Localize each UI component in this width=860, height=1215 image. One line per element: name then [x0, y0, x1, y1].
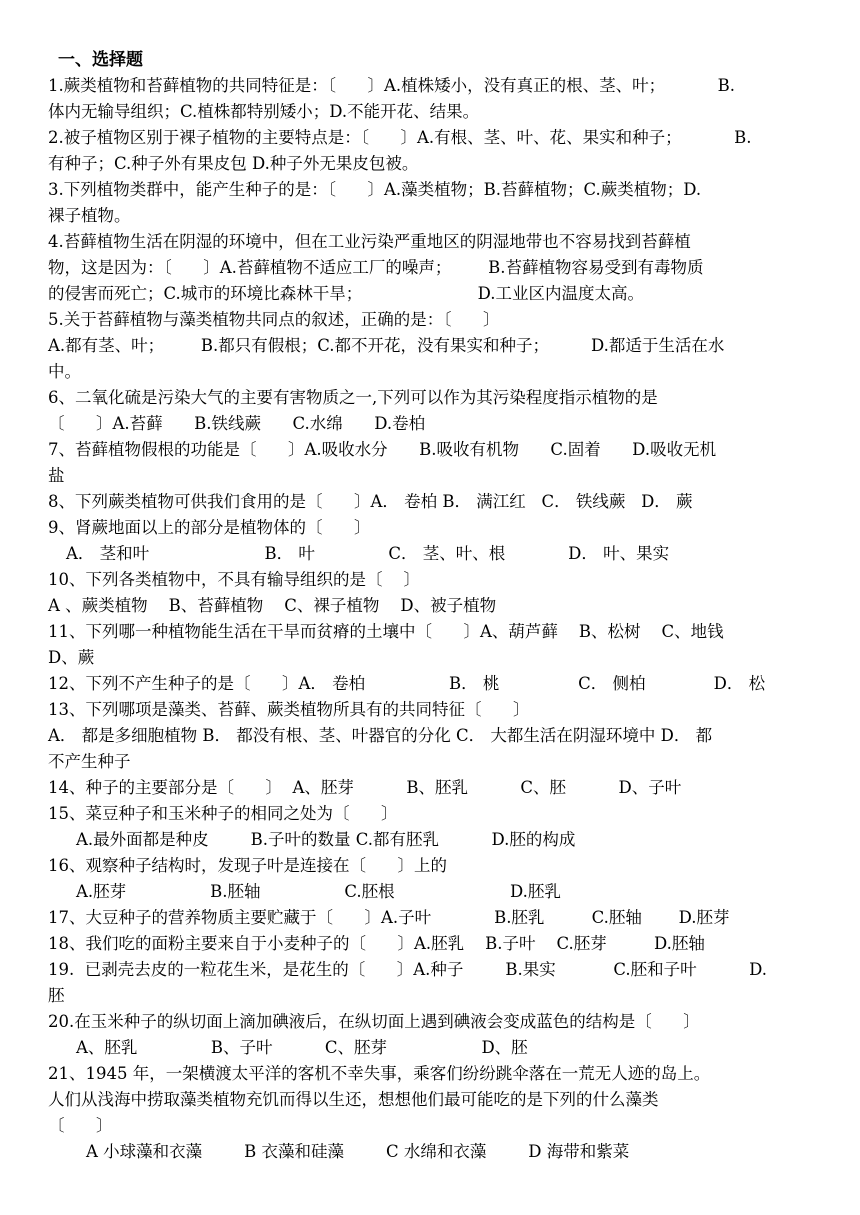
- text-line: 11、下列哪一种植物能生活在干旱而贫瘠的土壤中〔 〕A、葫芦藓 B、松树 C、地钱: [48, 622, 724, 641]
- text-line: 有种子；C.种子外有果皮包 D.种子外无果皮包被。: [48, 154, 419, 173]
- text-line: 盐: [48, 466, 65, 485]
- text-line: 中。: [48, 362, 81, 381]
- text-line: 18、我们吃的面粉主要来自于小麦种子的〔 〕A.胚乳 B.子叶 C.胚芽 D.胚轴: [48, 934, 705, 953]
- text-line: A． 茎和叶 B． 叶 C． 茎、叶、根 D． 叶、果实: [66, 544, 670, 563]
- text-line: A.都有茎、叶； B.都只有假根；C.都不开花，没有果实和种子； D.都适于生活在水: [48, 336, 725, 355]
- text-line: 4.苔藓植物生活在阴湿的环境中，但在工业污染严重地区的阴湿地带也不容易找到苔藓植: [48, 232, 691, 251]
- text-line: 6、二氧化硫是污染大气的主要有害物质之一,下列可以作为其污染程度指示植物的是: [48, 388, 658, 407]
- text-line: A、胚乳 B、子叶 C、胚芽 D、胚: [76, 1038, 528, 1057]
- text-line: 10、下列各类植物中，不具有输导组织的是〔 〕: [48, 570, 420, 589]
- text-line: A.最外面都是种皮 B.子叶的数量 C.都有胚乳 D.胚的构成: [76, 830, 576, 849]
- text-line: 体内无输导组织；C.植株都特别矮小；D.不能开花、结果。: [48, 102, 480, 121]
- text-line: 〔 〕A.苔藓 B.铁线蕨 C.水绵 D.卷柏: [48, 414, 426, 433]
- text-line: 〔 〕: [48, 1116, 113, 1135]
- text-line: 9、肾蕨地面以上的部分是植物体的〔 〕: [48, 518, 371, 537]
- text-line: 人们从浅海中捞取藻类植物充饥而得以生还，想想他们最可能吃的是下列的什么藻类: [48, 1090, 659, 1109]
- text-line: 3.下列植物类群中，能产生种子的是：〔 〕A.藻类植物；B.苔藓植物；C.蕨类植物；D.: [48, 180, 702, 199]
- text-line: 裸子植物。: [48, 206, 131, 225]
- text-line: 胚: [48, 986, 65, 1005]
- text-line: 16、观察种子结构时，发现子叶是连接在〔 〕上的: [48, 856, 447, 875]
- text-line: 8、下列蕨类植物可供我们食用的是〔 〕A． 卷柏 B． 满江红 C． 铁线蕨 D． 蕨: [48, 492, 693, 511]
- text-line: 19. 已剥壳去皮的一粒花生米，是花生的〔 〕A.种子 B.果实 C.胚和子叶 D.: [48, 960, 767, 979]
- text-line: A 小球藻和衣藻 B 衣藻和硅藻 C 水绵和衣藻 D 海带和紫菜: [86, 1142, 630, 1161]
- text-line: 2.被子植物区别于裸子植物的主要特点是：〔 〕A.有根、茎、叶、花、果实和种子； B.: [48, 128, 752, 147]
- question-block: [48, 73, 816, 1165]
- text-line: 不产生种子: [48, 752, 131, 771]
- text-line: 14、种子的主要部分是〔 〕 A、胚芽 B、胚乳 C、胚 D、子叶: [48, 778, 682, 797]
- text-line: 15、菜豆种子和玉米种子的相同之处为〔 〕: [48, 804, 398, 823]
- text-line: 7、苔藓植物假根的功能是〔 〕A.吸收水分 B.吸收有机物 C.固着 D.吸收无机: [48, 440, 717, 459]
- text-line: 12、下列不产生种子的是〔 〕A． 卷柏 B． 桃 C． 侧柏 D． 松: [48, 674, 766, 693]
- text-line: A 、蕨类植物 B、苔藓植物 C、裸子植物 D、被子植物: [48, 596, 497, 615]
- text-line: 物，这是因为：〔 〕A.苔藓植物不适应工厂的噪声； B.苔藓植物容易受到有毒物质: [48, 258, 704, 277]
- text-line: D、蕨: [48, 648, 95, 667]
- text-line: A． 都是多细胞植物 B． 都没有根、茎、叶器官的分化 C． 大都生活在阴湿环境中 D． 都: [48, 726, 713, 745]
- text-line: 1.蕨类植物和苔藓植物的共同特征是：〔 〕A.植株矮小，没有真正的根、茎、叶； B.: [48, 76, 735, 95]
- section-title: 一、选择题: [58, 50, 143, 70]
- text-line: 13、下列哪项是藻类、苔藓、蕨类植物所具有的共同特征〔 〕: [48, 700, 530, 719]
- text-line: 的侵害而死亡；C.城市的环境比森林干旱； D.工业区内温度太高。: [48, 284, 645, 303]
- text-line: 5.关于苔藓植物与藻类植物共同点的叙述，正确的是：〔 〕: [48, 310, 500, 329]
- text-line: 20.在玉米种子的纵切面上滴加碘液后，在纵切面上遇到碘液会变成蓝色的结构是〔 〕: [48, 1012, 700, 1031]
- text-line: A.胚芽 B.胚轴 C.胚根 D.胚乳: [76, 882, 561, 901]
- text-line: 17、大豆种子的营养物质主要贮藏于〔 〕A.子叶 B.胚乳 C.胚轴 D.胚芽: [48, 908, 730, 927]
- text-line: 21、1945 年，一架横渡太平洋的客机不幸失事，乘客们纷纷跳伞落在一荒无人迹的岛上。: [48, 1064, 711, 1083]
